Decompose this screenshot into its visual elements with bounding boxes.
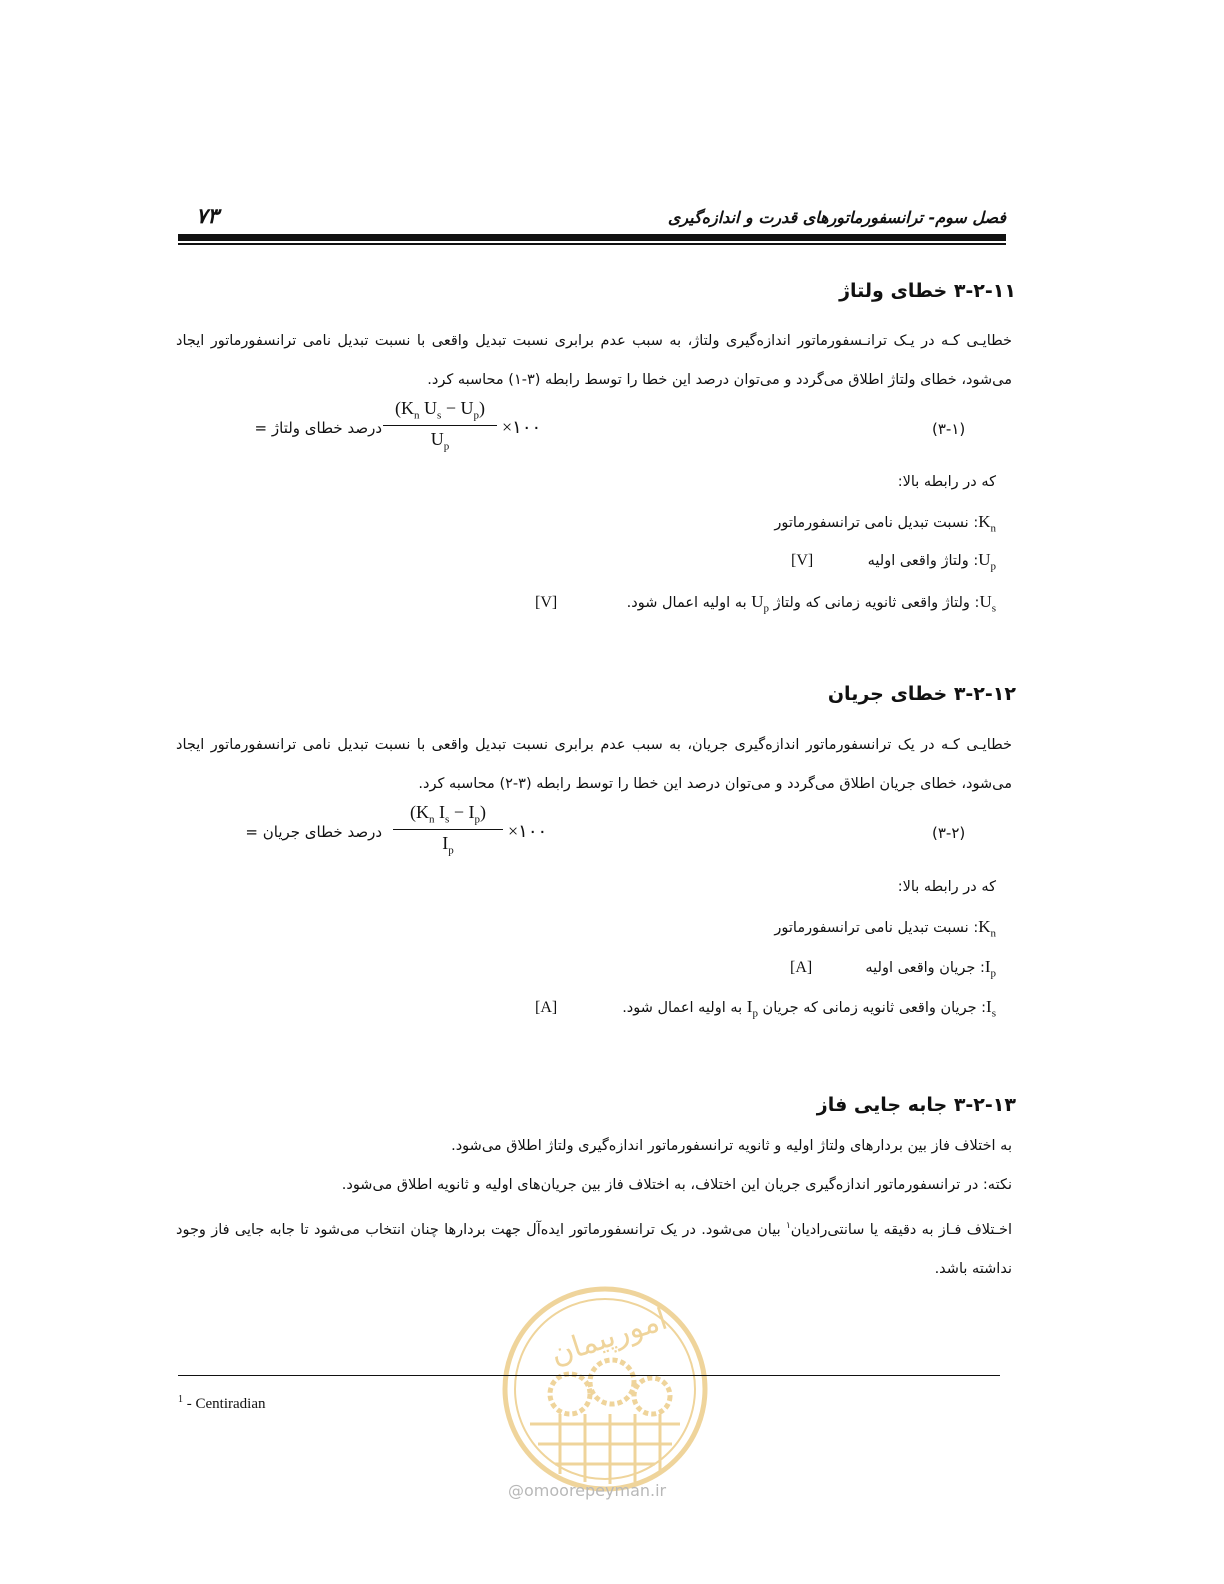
phase-displacement-note: نکته: در ترانسفورماتور اندازه‌گیری جریان این اختلاف، به اختلاف فاز بین جریان‌های اولیه و ثانویه اطلاق می‌شود.: [341, 1177, 1012, 1193]
voltage-where-label: که در رابطه بالا:: [897, 474, 996, 490]
current-error-paragraph: خطایـی کـه در یک ترانسفورماتور اندازه‌گیری جریان، به سبب عدم برابری نسبت تبدیل واقعی با نسبت تبدیل نامی ترانسفورماتور ایجاد می‌شود، خطای جریان اطلاق می‌گردد و می‌توان درصد این خطا را توسط رابطه (۳-۲) محاسبه کرد.: [176, 737, 1012, 792]
symbol-ip: $I_p$: [984, 957, 996, 980]
current-error-denominator: $I_p$: [442, 832, 454, 857]
voltage-error-fraction: [383, 398, 497, 452]
header-rule-thick: [178, 234, 1006, 241]
voltage-error-multiplier: ×۱۰۰: [502, 417, 542, 437]
voltage-error-denominator: $U_p$: [430, 428, 450, 453]
footnote-mark: 1: [178, 1394, 183, 1405]
watermark-logo: [500, 1284, 710, 1494]
footnote: $^1$ - Centiradian: [178, 1394, 266, 1412]
current-error-numerator: ($K_n$ $I_s - I_p$): [393, 802, 503, 830]
def-up: $U_p$: ولتاژ واقعی اولیه: [867, 550, 996, 573]
watermark-logo-text: امورپیمان: [546, 1301, 672, 1373]
section-heading-voltage-error: ۳-۲-۱۱ خطای ولتاژ: [839, 280, 1016, 302]
symbol-up-inline: $U_p$: [751, 592, 770, 615]
unit-amp-ip: [A]: [790, 959, 813, 976]
current-error-fraction: [393, 802, 503, 856]
symbol-is: $I_s$: [986, 997, 996, 1020]
voltage-error-paragraph: خطایـی کـه در یـک ترانـسفورماتور اندازه‌گیری ولتاژ، به سبب عدم برابری نسبت تبدیل واقعی با نسبت تبدیل نامی ترانسفورماتور ایجاد می‌شود، خطای ولتاژ اطلاق می‌گردد و می‌توان درصد این خطا را توسط رابطه (۳-۱) محاسبه کرد.: [176, 333, 1012, 388]
current-where-label: که در رابطه بالا:: [897, 879, 996, 895]
header-rule-thin: [178, 243, 1006, 245]
def-is: $I_s$: جریان واقعی ثانویه زمانی که جریان $I_p$ به اولیه اعمال شود.: [622, 997, 996, 1020]
current-error-lhs: درصد خطای جریان =: [245, 823, 382, 841]
symbol-us: $U_s$: [979, 592, 996, 615]
phase-displacement-paragraph: اخـتلاف فـاز به دقیقه یا سانتی‌رادیان$^۱$ بیان می‌شود. در یک ترانسفورماتور ایده‌آل جهت بردارها چنان انتخاب می‌شود تا جابه جایی فاز وجود نداشته باشد.: [176, 1221, 1013, 1277]
unit-amp-is: [A]: [535, 999, 558, 1016]
watermark-url: @omoorepeyman.ir: [508, 1481, 667, 1500]
voltage-error-lhs: درصد خطای ولتاژ =: [254, 419, 382, 437]
chapter-title: فصل سوم- ترانسفورماتورهای قدرت و اندازه‌گیری: [667, 208, 1006, 227]
def-kn-current: $K_n$: نسبت تبدیل نامی ترانسفورماتور: [774, 917, 996, 940]
current-error-multiplier: ×۱۰۰: [508, 821, 548, 841]
phase-displacement-definition: به اختلاف فاز بین بردارهای ولتاژ اولیه و ثانویه ترانسفورماتور اندازه‌گیری ولتاژ اطلاق می‌شود.: [451, 1138, 1012, 1154]
symbol-up: $U_p$: [978, 550, 996, 573]
equation-number-current: (۳-۲): [932, 824, 966, 842]
voltage-error-numerator: ($K_n$ $U_s - U_p$): [383, 398, 497, 426]
def-ip: $I_p$: جریان واقعی اولیه: [865, 957, 996, 980]
footnote-reference: ۱: [785, 1221, 791, 1231]
section-heading-phase-displacement: ۳-۲-۱۳ جابه جایی فاز: [816, 1094, 1016, 1116]
def-us: $U_s$: ولتاژ واقعی ثانویه زمانی که ولتاژ $U_p$ به اولیه اعمال شود.: [626, 592, 996, 615]
unit-volt-us: [V]: [535, 594, 558, 611]
symbol-kn: $K_n$: [978, 917, 996, 940]
page-number: ۷۳: [196, 204, 219, 228]
symbol-ip-inline: $I_p$: [746, 997, 758, 1020]
section-heading-current-error: ۳-۲-۱۲ خطای جریان: [827, 683, 1016, 705]
symbol-kn: $K_n$: [978, 512, 996, 535]
def-kn-voltage: $K_n$: نسبت تبدیل نامی ترانسفورماتور: [774, 512, 996, 535]
equation-number-voltage: (۳-۱): [932, 420, 966, 438]
footnote-rule: [178, 1375, 1000, 1376]
unit-volt-up: [V]: [791, 552, 814, 569]
